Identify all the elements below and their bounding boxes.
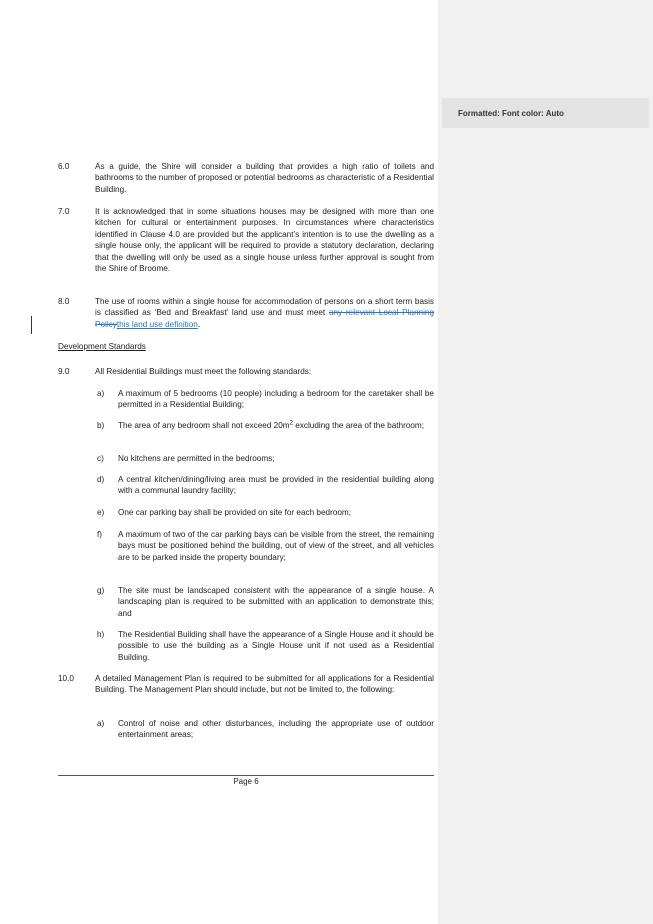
tracked-insertion[interactable]: this land use definition [116,319,198,329]
list-item-text: excluding the area of the bathroom; [292,421,425,430]
list-item: A maximum of 5 bedrooms (10 people) including a bedroom for the caretaker shall be permitted in a Residential Building; [118,389,434,410]
page-number: Page 6 [233,777,259,786]
item-text: A detailed Management Plan is required to be submitted for all applications for a Residential Building. The Management Plan should include, but not be limited to, the following: [95,674,434,695]
list-item: Control of noise and other disturbances, including the appropriate use of outdoor entertainment areas; [118,719,434,740]
item-number: 6.0 [58,162,70,171]
item-number: 9.0 [58,367,70,376]
change-bar [31,316,32,334]
list-item-text: The area of any bedroom shall not exceed 20m [118,421,290,430]
item-text: It is acknowledged that in some situations houses may be designed with more than one kitchen for cultural or entertainment purposes. In circumstances where characteristics identified in Clause 4.0 are provided but the applicant’s intention is to use the dwelling as a single house only, the applicant will be required to provide a statutory declaration, declaring that the dwelling will only be used as a single house unless further approval is sought from the Shire of Broome. [95,207,434,274]
list-label: g) [97,586,105,595]
item-text-tail: . [197,319,201,329]
item-number: 10.0 [58,674,74,683]
list-label: a) [97,719,105,728]
list-label: c) [97,454,104,463]
list-item: The site must be landscaped consistent with the appearance of a single house. A landscaping plan is required to be submitted with an application to demonstrate this; and [118,586,434,618]
list-item: No kitchens are permitted in the bedrooms; [118,454,275,463]
superscript: 2 [289,420,293,427]
list-item [118,420,434,431]
list-label: b) [97,421,105,430]
tracked-deletion[interactable]: any relevant Local Planning Policy [95,308,434,329]
footer-rule [58,775,434,776]
section-heading: Development Standards [58,342,146,351]
list-label: d) [97,475,105,484]
formatting-comment-label: Formatted: Font color: Auto [458,109,564,118]
item-text: As a guide, the Shire will consider a building that provides a high ratio of toilets and bathrooms to the number of proposed or potential bedrooms as characteristic of a Residential Building. [95,162,434,194]
list-item: One car parking bay shall be provided on site for each bedroom; [118,508,352,517]
list-label: h) [97,630,105,639]
item-number: 7.0 [58,207,70,216]
list-item: A central kitchen/dining/living area must be provided in the residential building along with a communal laundry facility; [118,475,434,496]
item-text-body: The use of rooms within a single house for accommodation of persons on a short term basis is classified as ‘Bed and Breakfast’ land use and must meet [95,297,434,318]
markup-pane [438,0,653,924]
list-label: f) [97,530,103,539]
list-item: A maximum of two of the car parking bays can be visible from the street, the remaining bays must be positioned behind the building, out of view of the street, and all vehicles are to be parked inside the property boundary; [118,530,434,562]
list-label: e) [97,508,105,517]
list-item: The Residential Building shall have the appearance of a Single House and it should be possible to use the building as a Single House unit if not used as a Residential Building. [118,630,434,662]
item-text [95,296,434,330]
item-text: All Residential Buildings must meet the following standards: [95,367,312,376]
list-label: a) [97,389,105,398]
item-number: 8.0 [58,297,70,306]
